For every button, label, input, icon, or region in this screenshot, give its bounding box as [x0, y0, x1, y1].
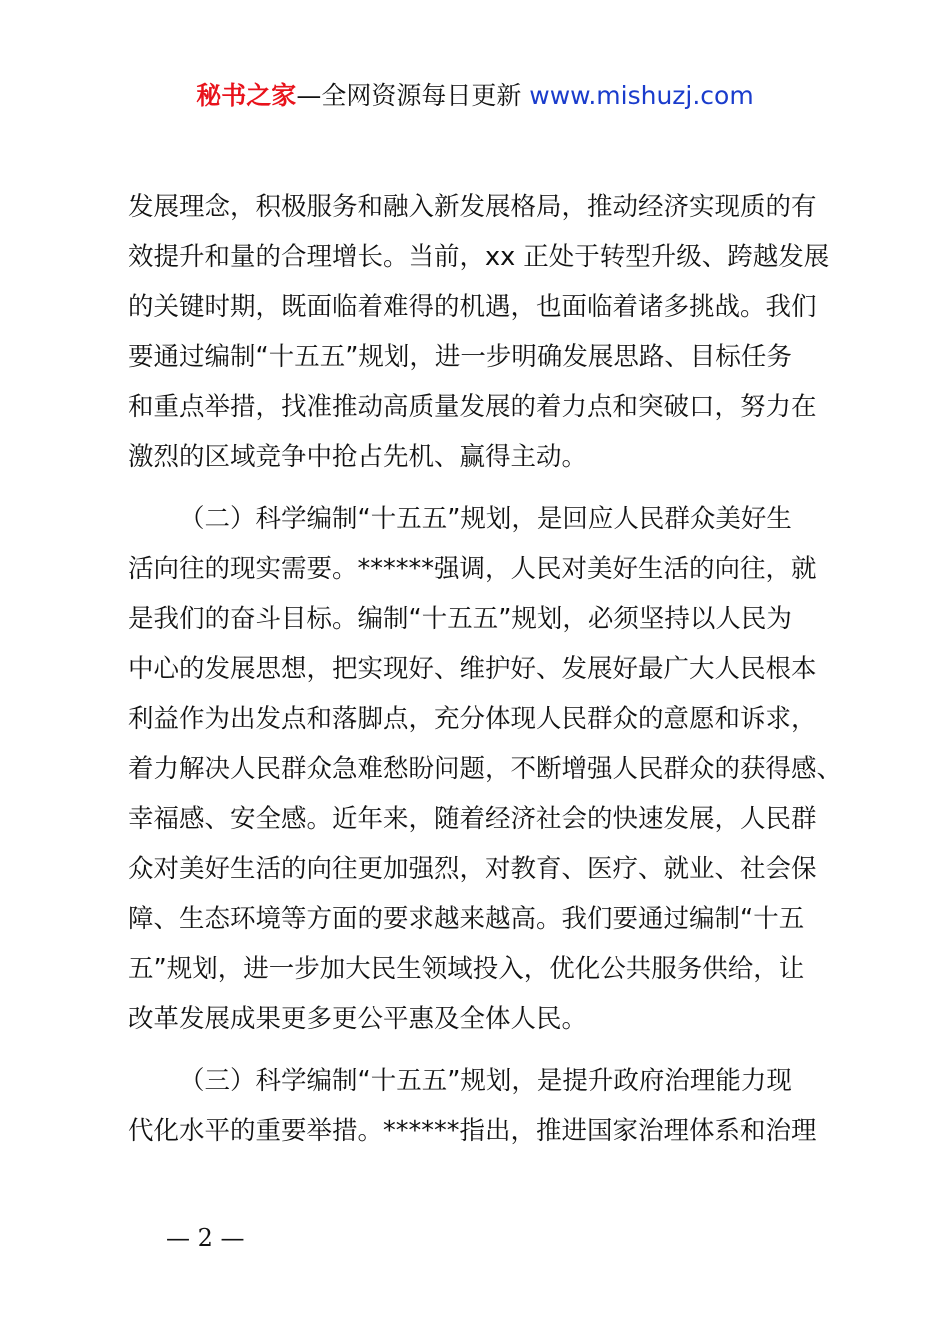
text-line: 要通过编制“十五五”规划，进一步明确发展思路、目标任务 [128, 342, 792, 372]
text-line: （三）科学编制“十五五”规划，是提升政府治理能力现 [179, 1066, 792, 1096]
paragraph-1 [128, 182, 838, 482]
text-line: 改革发展成果更多更公平惠及全体人民。 [128, 1004, 588, 1034]
text-line: 五”规划，进一步加大民生领域投入，优化公共服务供给，让 [128, 954, 805, 984]
text-line: 发展理念，积极服务和融入新发展格局，推动经济实现质的有 [128, 192, 817, 222]
site-header [0, 78, 950, 114]
text-line: 是我们的奋斗目标。编制“十五五”规划，必须坚持以人民为 [128, 604, 792, 634]
text-line: 活向往的现实需要。******强调，人民对美好生活的向往，就 [128, 554, 817, 584]
document-body [128, 182, 843, 1156]
paragraph-2 [128, 494, 843, 1044]
text-line: 着力解决人民群众急难愁盼问题，不断增强人民群众的获得感、 [128, 754, 843, 784]
paragraph-gap [128, 482, 838, 494]
text-line: 的关键时期，既面临着难得的机遇，也面临着诸多挑战。我们 [128, 292, 817, 322]
site-url-link[interactable]: www.mishuzj.com [529, 81, 754, 110]
paragraph-gap [128, 1044, 838, 1056]
text-line: 激烈的区域竞争中抢占先机、赢得主动。 [128, 442, 588, 472]
text-line: 代化水平的重要举措。******指出，推进国家治理体系和治理 [128, 1116, 817, 1146]
site-brand: 秘书之家 [196, 81, 297, 110]
paragraph-3 [128, 1056, 838, 1156]
text-line: 利益作为出发点和落脚点，充分体现人民群众的意愿和诉求， [128, 704, 817, 734]
text-line: 障、生态环境等方面的要求越来越高。我们要通过编制“十五 [128, 904, 805, 934]
text-line: 众对美好生活的向往更加强烈，对教育、医疗、就业、社会保 [128, 854, 817, 884]
text-line: （二）科学编制“十五五”规划，是回应人民群众美好生 [179, 504, 792, 534]
site-slogan: —全网资源每日更新 [296, 81, 522, 110]
page-number: — 2 — [166, 1224, 245, 1252]
text-line: 中心的发展思想，把实现好、维护好、发展好最广大人民根本 [128, 654, 817, 684]
text-line: 和重点举措，找准推动高质量发展的着力点和突破口，努力在 [128, 392, 817, 422]
text-line: 幸福感、安全感。近年来，随着经济社会的快速发展，人民群 [128, 804, 817, 834]
text-line: 效提升和量的合理增长。当前，xx 正处于转型升级、跨越发展 [128, 242, 830, 272]
